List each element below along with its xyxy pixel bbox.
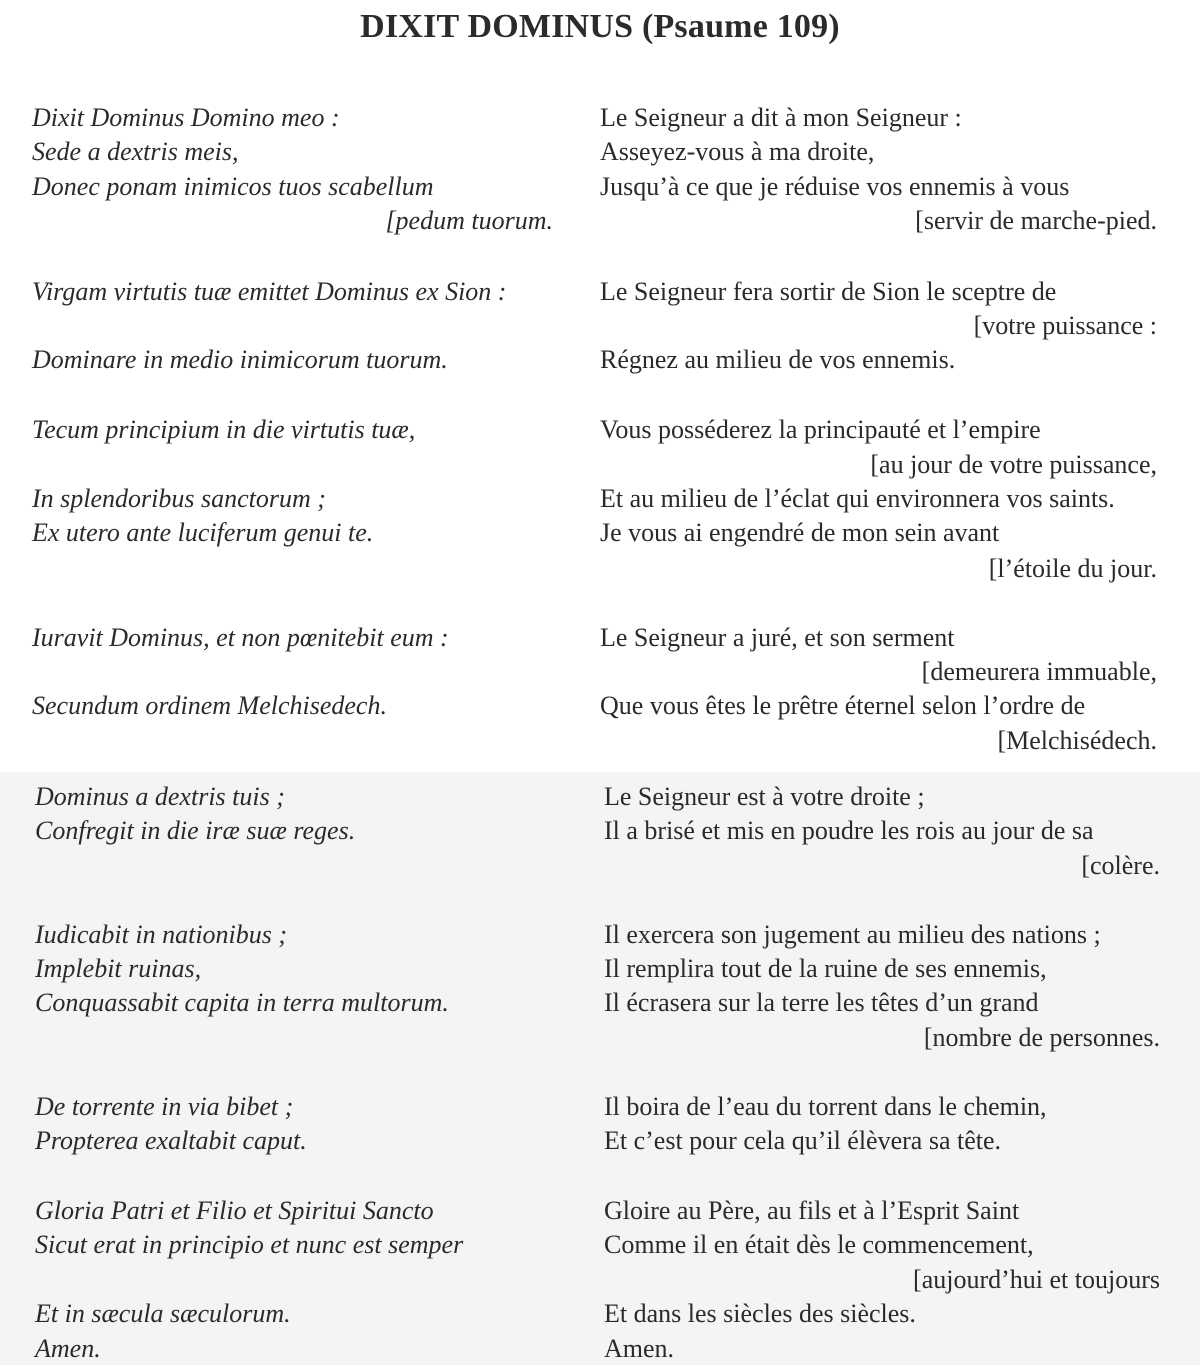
french-line: Amen. [604, 1334, 675, 1363]
latin-line: Amen. [35, 1334, 101, 1363]
french-line: [votre puissance : [973, 311, 1157, 340]
french-line: Le Seigneur fera sortir de Sion le sceptre de [600, 277, 1057, 306]
french-line: Gloire au Père, au fils et à l’Esprit Saint [604, 1196, 1020, 1225]
latin-line: Dominare in medio inimicorum tuorum. [32, 345, 448, 374]
french-line: Il boira de l’eau du torrent dans le chemin, [604, 1092, 1047, 1121]
french-line: Je vous ai engendré de mon sein avant [600, 518, 1000, 547]
latin-line: Propterea exaltabit caput. [35, 1126, 307, 1155]
french-line: [au jour de votre puissance, [870, 450, 1157, 479]
latin-line: In splendoribus sanctorum ; [32, 484, 326, 513]
french-line: Vous posséderez la principauté et l’empire [600, 415, 1041, 444]
french-line: Il a brisé et mis en poudre les rois au jour de sa [604, 816, 1094, 845]
latin-line: Donec ponam inimicos tuos scabellum [32, 172, 434, 201]
french-line: [servir de marche-pied. [915, 206, 1157, 235]
french-line: Asseyez-vous à ma droite, [600, 137, 875, 166]
latin-line: Et in sæcula sæculorum. [35, 1299, 291, 1328]
latin-line: Sicut erat in principio et nunc est semper [35, 1230, 464, 1259]
latin-line: Iuravit Dominus, et non pœnitebit eum : [32, 623, 449, 652]
french-line: [aujourd’hui et toujours [913, 1265, 1160, 1294]
french-line: [colère. [1081, 851, 1160, 880]
latin-line: Virgam virtutis tuæ emittet Dominus ex Sion : [32, 277, 507, 306]
latin-line: Secundum ordinem Melchisedech. [32, 691, 387, 720]
french-line: Il remplira tout de la ruine de ses ennemis, [604, 954, 1047, 983]
latin-line: Tecum principium in die virtutis tuæ, [32, 415, 416, 444]
french-line: Le Seigneur est à votre droite ; [604, 782, 925, 811]
french-line: Et dans les siècles des siècles. [604, 1299, 916, 1328]
french-line: Jusqu’à ce que je réduise vos ennemis à vous [600, 172, 1070, 201]
latin-line: Ex utero ante luciferum genui te. [32, 518, 374, 547]
french-line: Régnez au milieu de vos ennemis. [600, 345, 956, 374]
french-line: [Melchisédech. [997, 726, 1157, 755]
french-line: Et c’est pour cela qu’il élèvera sa tête. [604, 1126, 1002, 1155]
latin-line: De torrente in via bibet ; [35, 1092, 294, 1121]
latin-line: Gloria Patri et Filio et Spiritui Sancto [35, 1196, 434, 1225]
french-line: Il exercera son jugement au milieu des nations ; [604, 920, 1101, 949]
page-title: DIXIT DOMINUS (Psaume 109) [360, 8, 840, 45]
french-line: Le Seigneur a dit à mon Seigneur : [600, 103, 962, 132]
french-line: Que vous êtes le prêtre éternel selon l’ordre de [600, 691, 1086, 720]
french-line: [nombre de personnes. [923, 1023, 1160, 1052]
latin-line: Dominus a dextris tuis ; [35, 782, 285, 811]
french-line: Et au milieu de l’éclat qui environnera vos saints. [600, 484, 1115, 513]
french-line: Il écrasera sur la terre les têtes d’un grand [604, 988, 1039, 1017]
french-line: Le Seigneur a juré, et son serment [600, 623, 955, 652]
latin-line: Implebit ruinas, [35, 954, 202, 983]
latin-line: Sede a dextris meis, [32, 137, 239, 166]
latin-line: Confregit in die iræ suæ reges. [35, 816, 356, 845]
french-line: [l’étoile du jour. [988, 554, 1157, 583]
french-line: [demeurera immuable, [921, 657, 1157, 686]
french-line: Comme il en était dès le commencement, [604, 1230, 1034, 1259]
latin-line: Iudicabit in nationibus ; [35, 920, 288, 949]
latin-line: [pedum tuorum. [385, 206, 553, 235]
latin-line: Conquassabit capita in terra multorum. [35, 988, 449, 1017]
latin-line: Dixit Dominus Domino meo : [32, 103, 340, 132]
